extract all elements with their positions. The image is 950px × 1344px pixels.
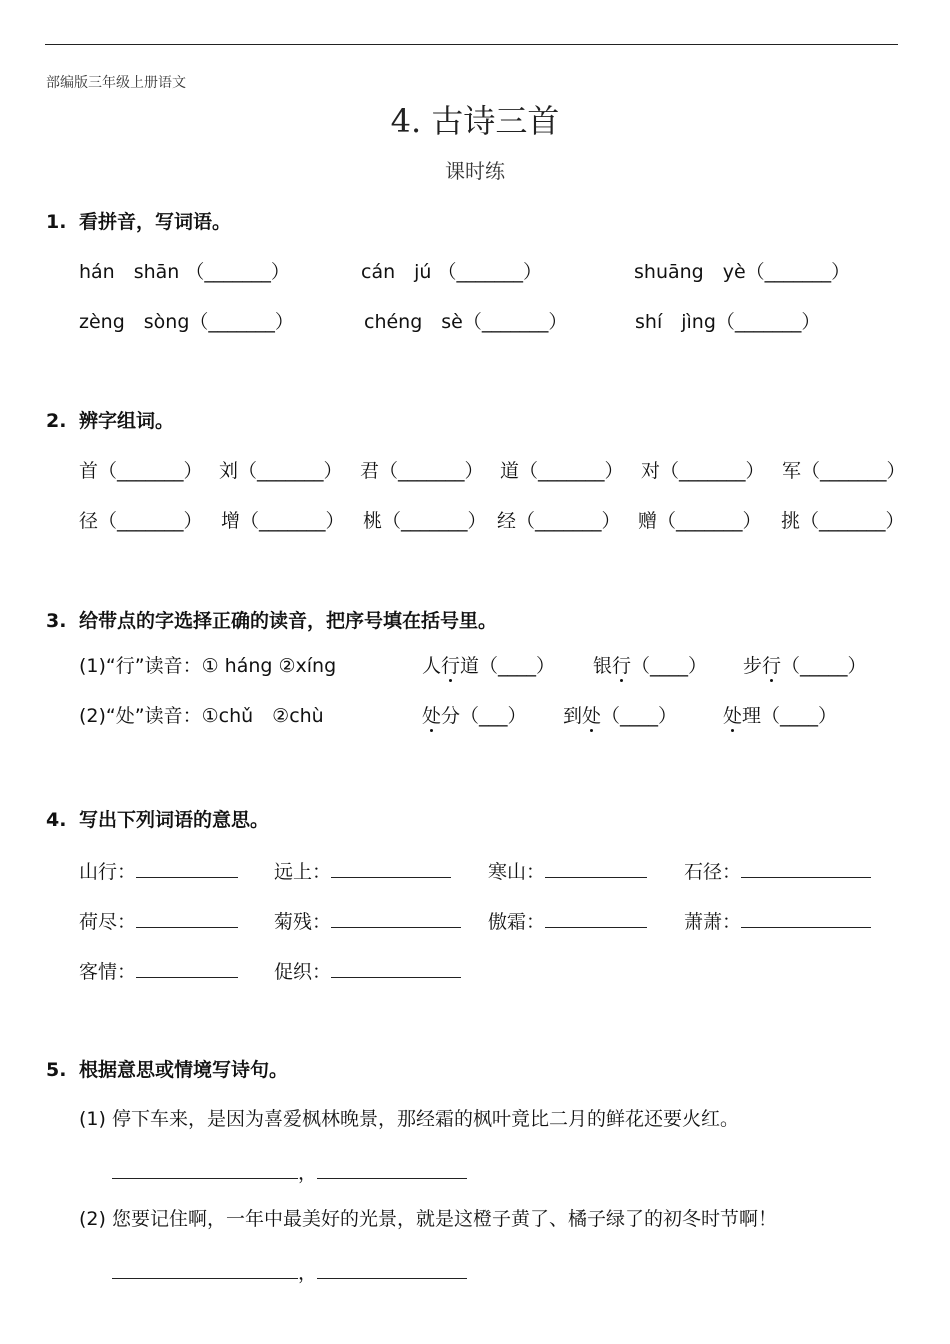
pinyin-item[interactable]: shí jìng（_______） (635, 311, 821, 333)
term-item[interactable]: 傲霜： (488, 905, 647, 934)
dotted-char: 行 (441, 655, 461, 677)
pinyin-item[interactable]: cán jú （_______） (361, 261, 542, 283)
reading-item[interactable]: 处分（___） (422, 705, 527, 727)
page-subtitle: 课时练 (445, 159, 505, 183)
char-item[interactable]: 首（_______） (79, 460, 203, 482)
pinyin-item[interactable]: zèng sòng（_______） (79, 311, 294, 333)
answer-line[interactable] (317, 1256, 467, 1279)
dotted-char: 处 (422, 705, 442, 727)
answer-line[interactable] (741, 905, 871, 928)
char-item[interactable]: 挑（_______） (781, 510, 905, 532)
dotted-char: 处 (723, 705, 743, 727)
term-item[interactable]: 菊残： (274, 905, 461, 934)
term-item[interactable]: 客情： (79, 955, 238, 984)
pinyin-item[interactable]: chéng sè（_______） (364, 311, 568, 333)
term-item[interactable]: 石径： (684, 855, 871, 884)
pinyin-item[interactable]: hán shān （_______） (79, 261, 290, 283)
poem-answer[interactable]: ， (112, 1156, 467, 1185)
reading-item[interactable]: 处理（____） (723, 705, 838, 727)
char-item[interactable]: 军（_______） (782, 460, 906, 482)
answer-line[interactable] (112, 1156, 298, 1179)
answer-line[interactable] (136, 955, 238, 978)
question-title: 根据意思或情境写诗句。 (79, 1059, 289, 1081)
char-item[interactable]: 赠（_______） (638, 510, 762, 532)
char-item[interactable]: 道（_______） (500, 460, 624, 482)
dotted-char: 行 (762, 655, 782, 677)
question-2-heading (46, 406, 174, 433)
reading-item[interactable]: 银行（____） (593, 655, 708, 677)
poem-prompt: (1) 停下车来，是因为喜爱枫林晚景，那经霜的枫叶竟比二月的鲜花还要火红。 (79, 1108, 739, 1130)
question-number: 1. (46, 211, 67, 233)
answer-line[interactable] (136, 905, 238, 928)
reading-item[interactable]: 到处（____） (563, 705, 678, 727)
char-item[interactable]: 桃（_______） (363, 510, 487, 532)
term-item[interactable]: 山行： (79, 855, 238, 884)
header-text: 部编版三年级上册语文 (46, 75, 186, 91)
answer-line[interactable] (112, 1256, 298, 1279)
question-number: 3. (46, 610, 67, 632)
term-item[interactable]: 寒山： (488, 855, 647, 884)
question-1-heading (46, 207, 231, 234)
answer-line[interactable] (136, 855, 238, 878)
pinyin-item[interactable]: shuāng yè（_______） (634, 261, 851, 283)
answer-line[interactable] (331, 955, 461, 978)
char-item[interactable]: 君（_______） (360, 460, 484, 482)
reading-label: (2)“处”读音：①chǔ ②chù (79, 705, 324, 727)
question-3-heading (46, 606, 497, 633)
answer-line[interactable] (331, 905, 461, 928)
char-item[interactable]: 经（_______） (497, 510, 621, 532)
question-5-heading (46, 1055, 288, 1082)
answer-line[interactable] (331, 855, 451, 878)
question-title: 看拼音，写词语。 (79, 211, 232, 233)
question-number: 4. (46, 809, 67, 831)
question-number: 5. (46, 1059, 67, 1081)
term-item[interactable]: 促织： (274, 955, 461, 984)
char-item[interactable]: 刘（_______） (219, 460, 343, 482)
char-item[interactable]: 径（_______） (79, 510, 203, 532)
answer-line[interactable] (545, 855, 647, 878)
poem-prompt: (2) 您要记住啊，一年中最美好的光景，就是这橙子黄了、橘子绿了的初冬时节啊！ (79, 1208, 777, 1230)
term-item[interactable]: 荷尽： (79, 905, 238, 934)
reading-label: (1)“行”读音：① háng ②xíng (79, 655, 337, 677)
dotted-char: 行 (612, 655, 632, 677)
page-title: 4. 古诗三首 (390, 102, 560, 140)
question-4-heading (46, 805, 269, 832)
answer-line[interactable] (741, 855, 871, 878)
term-item[interactable]: 萧萧： (684, 905, 871, 934)
dotted-char: 处 (582, 705, 602, 727)
question-title: 给带点的字选择正确的读音，把序号填在括号里。 (79, 610, 498, 632)
char-item[interactable]: 增（_______） (221, 510, 345, 532)
answer-line[interactable] (545, 905, 647, 928)
top-rule (45, 44, 898, 45)
question-title: 辨字组词。 (79, 410, 175, 432)
question-number: 2. (46, 410, 67, 432)
answer-line[interactable] (317, 1156, 467, 1179)
term-item[interactable]: 远上： (274, 855, 451, 884)
char-item[interactable]: 对（_______） (641, 460, 765, 482)
question-title: 写出下列词语的意思。 (79, 809, 270, 831)
reading-item[interactable]: 人行道（____） (422, 655, 556, 677)
poem-answer[interactable]: ， (112, 1256, 467, 1285)
reading-item[interactable]: 步行（_____） (743, 655, 867, 677)
